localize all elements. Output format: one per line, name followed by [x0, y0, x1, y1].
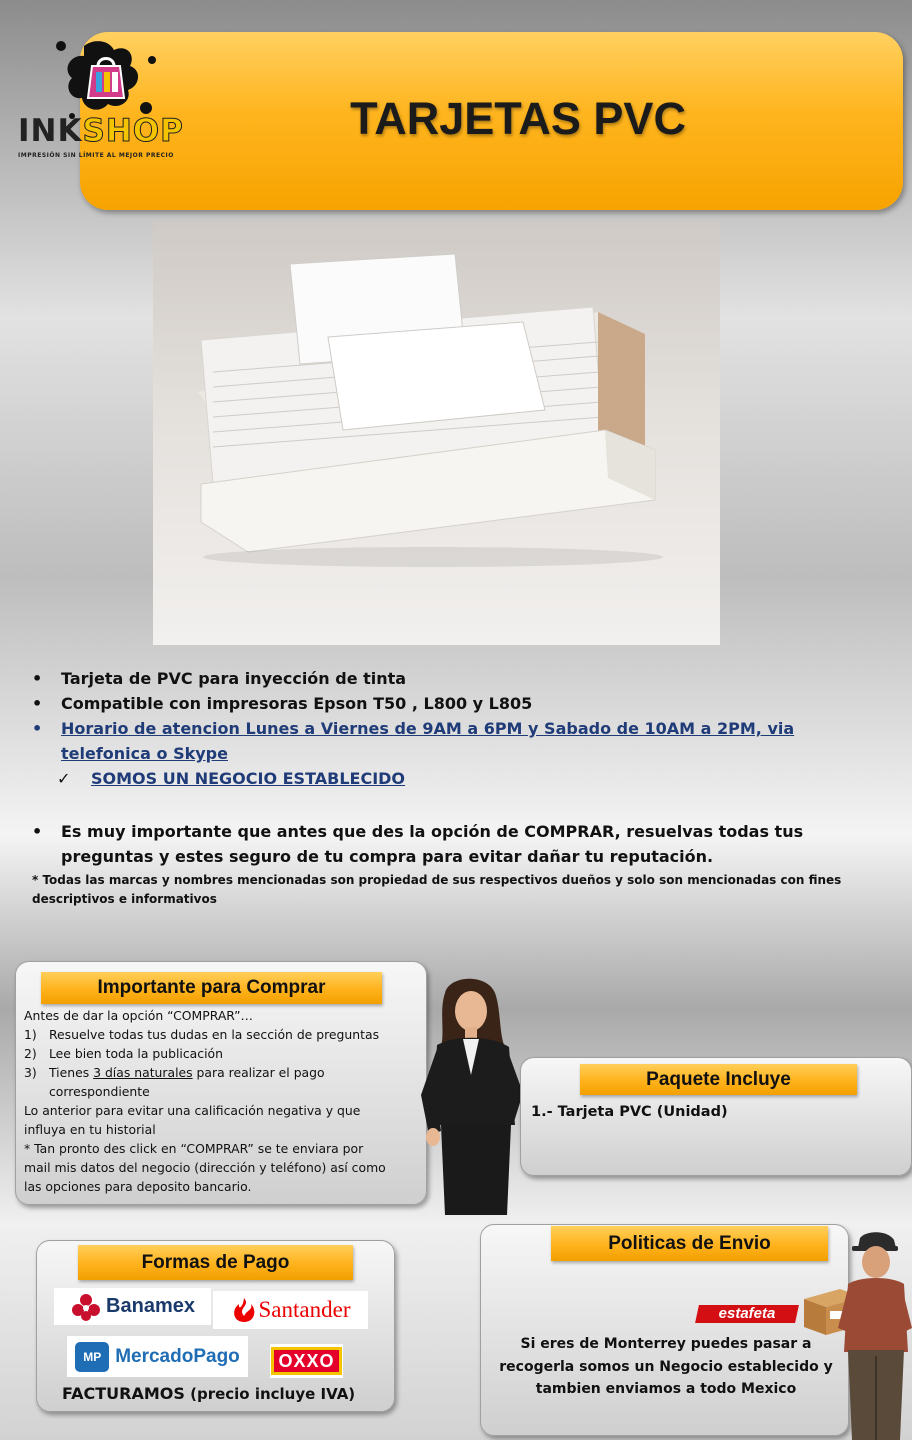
paquete-title: Paquete Incluye	[580, 1064, 857, 1095]
santander-flame-icon	[231, 1296, 257, 1324]
checkmark-icon: ✓	[57, 769, 71, 788]
estafeta-logo: estafeta	[695, 1305, 799, 1323]
importante-intro: Antes de dar la opción “COMPRAR”…	[24, 1008, 253, 1023]
importante-item-3: Tienes 3 días naturales para realizar el pago	[49, 1065, 325, 1080]
mercadopago-logo: MP MercadoPago	[67, 1336, 248, 1377]
paquete-item: 1.- Tarjeta PVC (Unidad)	[531, 1104, 728, 1120]
envio-text: Si eres de Monterrey puedes pasar a recogerla somos un Negocio establecido y tambien enviamos a todo Mexico	[499, 1336, 833, 1397]
banamex-logo: Banamex	[54, 1288, 211, 1325]
established-business-link[interactable]: SOMOS UN NEGOCIO ESTABLECIDO	[91, 769, 406, 788]
envio-title: Politicas de Envio	[551, 1226, 828, 1261]
page-title: TARJETAS PVC	[350, 93, 686, 144]
mercadopago-icon: MP	[75, 1342, 109, 1372]
pvc-cards-box-illustration	[153, 222, 720, 645]
facturamos-text: FACTURAMOS (precio incluye IVA)	[62, 1384, 356, 1403]
logo-tagline: IMPRESIÓN SIN LÍMITE AL MEJOR PRECIO	[18, 152, 174, 159]
schedule-link-continued[interactable]: telefonica o Skype	[61, 744, 228, 763]
santander-logo: Santander	[213, 1291, 368, 1329]
importante-item-1: Resuelve todas tus dudas en la sección de preguntas	[49, 1027, 380, 1042]
logo-wordmark: INKSHOP	[18, 113, 184, 149]
oxxo-logo: OXXO	[270, 1344, 343, 1378]
importante-title: Importante para Comprar	[41, 972, 382, 1004]
delivery-man-image	[838, 1232, 912, 1440]
pago-title: Formas de Pago	[78, 1245, 353, 1280]
schedule-link[interactable]: Horario de atencion Lunes a Viernes de 9AM a 6PM y Sabado de 10AM a 2PM, via	[61, 719, 795, 738]
banamex-icon	[70, 1292, 102, 1322]
importante-item-2: Lee bien toda la publicación	[49, 1046, 223, 1061]
product-photo	[153, 222, 720, 645]
disclaimer: * Todas las marcas y nombres mencionadas son propiedad de sus respectivos dueños y solo son mencionadas con fines descriptivos e informativos	[32, 873, 842, 906]
businesswoman-image	[415, 975, 535, 1215]
importante-text: Antes de dar la opción “COMPRAR”… 1) Resuelve todas tus dudas en la sección de preguntas 2) Lee bien toda la publicación 3) Tienes 3 días naturales para realizar el pago correspondiente Lo anterior para evitar una calificación negativa y que influya en tu historial * Tan pronto des click en “COMPRAR” se te enviara por mail mis datos del negocio (dirección y teléfono) así como las opciones para deposito bancario.	[24, 1008, 386, 1194]
